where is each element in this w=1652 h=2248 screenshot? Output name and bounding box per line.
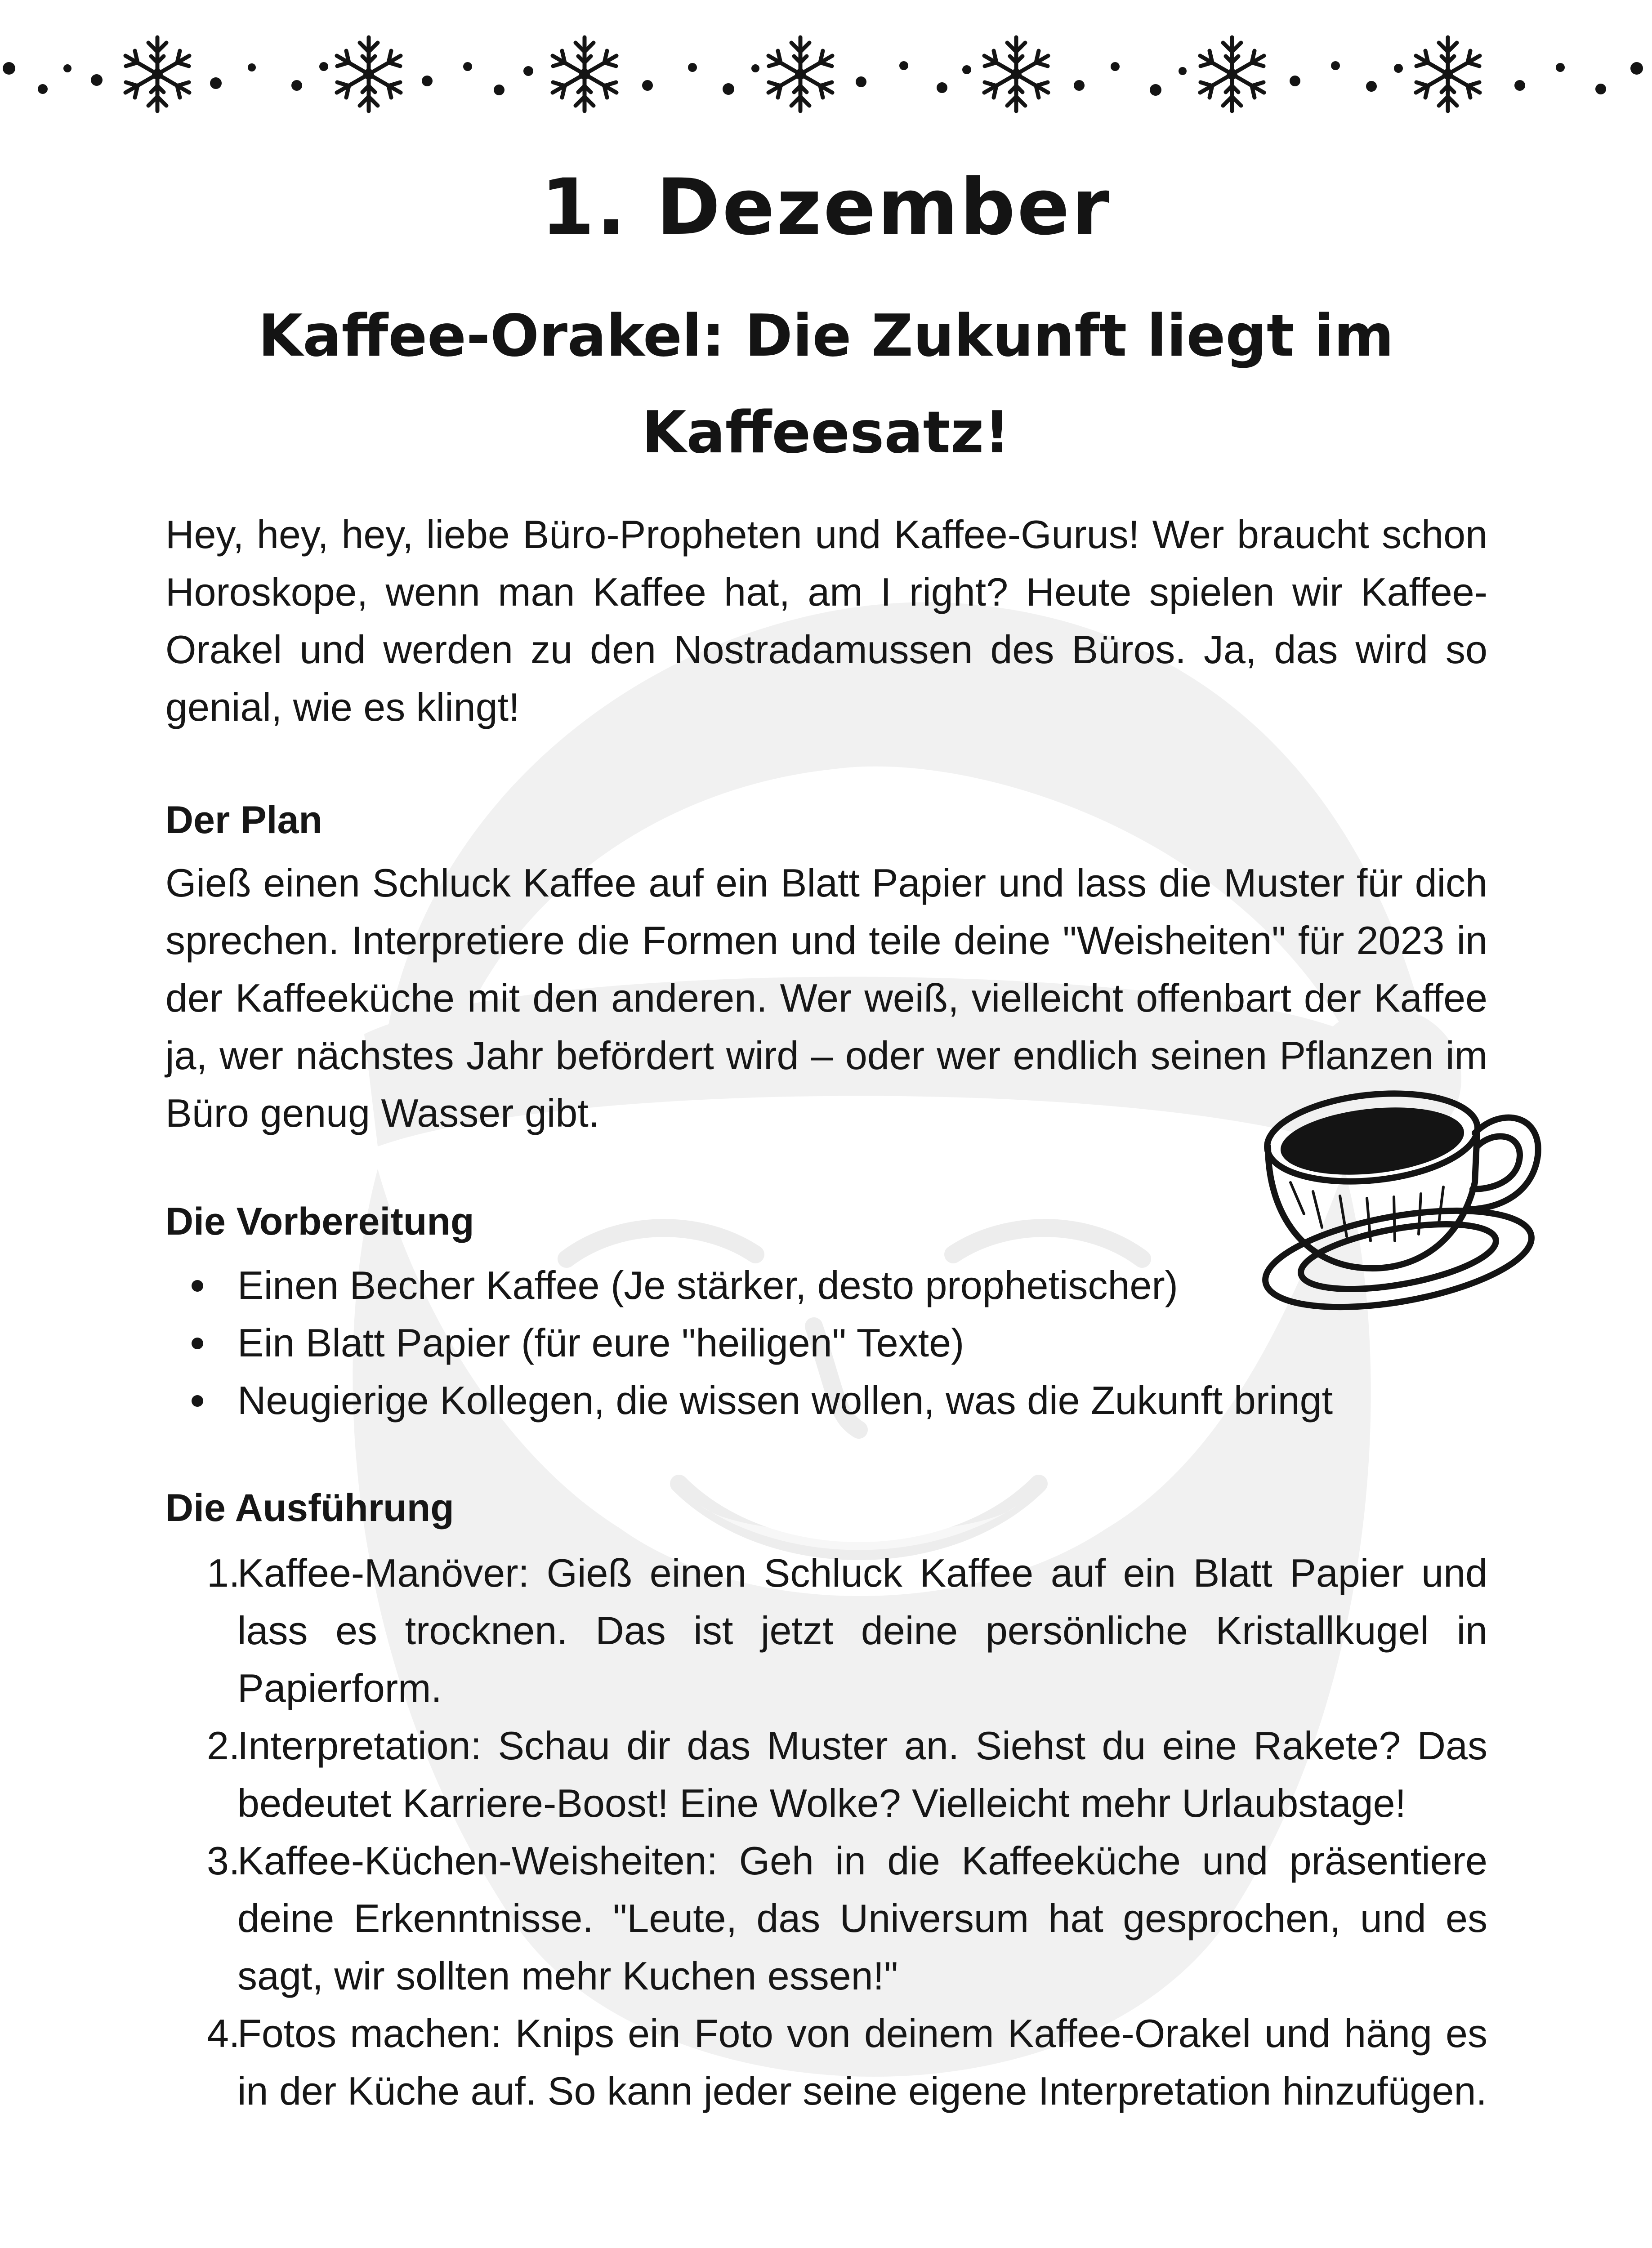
snowflake-border — [0, 18, 1652, 135]
list-item — [165, 1544, 1487, 1717]
step-text: Kaffee-Küchen-Weisheiten: Geh in die Kaffeeküche und präsentiere deine Erkenntnisse. "Leute, das Universum hat gesprochen, und es sagt, wir sollten mehr Kuchen essen!" — [237, 1838, 1487, 1998]
plan-heading: Der Plan — [165, 798, 322, 842]
plan-paragraph: Gieß einen Schluck Kaffee auf ein Blatt Papier und lass die Muster für dich sprechen. Interpretiere die Formen und teile deine "Weisheiten" für 2023 in der Kaffeeküche mit den anderen. Wer weiß, vielleicht offenbart der Kaffee ja, wer nächstes Jahr befördert wird – oder wer endlich seinen Pflanzen im Büro genug Wasser gibt. — [165, 861, 1487, 1135]
snowflake-icon — [553, 37, 616, 111]
list-item — [165, 1717, 1487, 1832]
snowflake-icon — [1200, 37, 1264, 111]
preparation-heading: Die Vorbereitung — [165, 1200, 474, 1243]
step-text: Interpretation: Schau dir das Muster an. Siehst du eine Rakete? Das bedeutet Karriere-Boost! Eine Wolke? Vielleicht mehr Urlaubstage! — [237, 1723, 1487, 1825]
execution-steps — [165, 1544, 1487, 2120]
list-item: Einen Becher Kaffee (Je stärker, desto prophetischer) — [165, 1257, 1380, 1314]
list-item: Neugierige Kollegen, die wissen wollen, was die Zukunft bringt — [165, 1372, 1380, 1429]
intro-paragraph: Hey, hey, hey, liebe Büro-Propheten und Kaffee-Gurus! Wer braucht schon Horoskope, wenn man Kaffee hat, am I right? Heute spielen wir Kaffee-Orakel und werden zu den Nostradamussen des Büros. Ja, das wird so genial, wie es klingt! — [165, 512, 1487, 729]
snowflake-icon — [984, 37, 1048, 111]
snowflake-icon — [337, 37, 401, 111]
step-text: Kaffee-Manöver: Gieß einen Schluck Kaffee auf ein Blatt Papier und lass es trocknen. Das ist jetzt deine persönliche Kristallkugel in Papierform. — [237, 1551, 1487, 1710]
step-number: 2. — [207, 1723, 240, 1768]
list-item: Ein Blatt Papier (für eure "heiligen" Texte) — [165, 1314, 1380, 1372]
list-item — [165, 2005, 1487, 2120]
step-number: 4. — [207, 2011, 240, 2056]
execution-heading: Die Ausführung — [165, 1486, 454, 1530]
page-subtitle: Kaffee-Orakel: Die Zukunft liegt im Kaffeesatz! — [258, 303, 1394, 466]
step-number: 3. — [207, 1838, 240, 1883]
preparation-list — [165, 1257, 1380, 1429]
step-text: Fotos machen: Knips ein Foto von deinem Kaffee-Orakel und häng es in der Küche auf. So kann jeder seine eigene Interpretation hinzufügen. — [237, 2011, 1487, 2113]
snowflake-icon — [1416, 37, 1480, 111]
snowflake-icon — [768, 37, 832, 111]
page-title: 1. Dezember — [540, 162, 1112, 252]
list-item — [165, 1832, 1487, 2005]
step-number: 1. — [207, 1551, 240, 1595]
snowflake-icon — [125, 37, 189, 111]
